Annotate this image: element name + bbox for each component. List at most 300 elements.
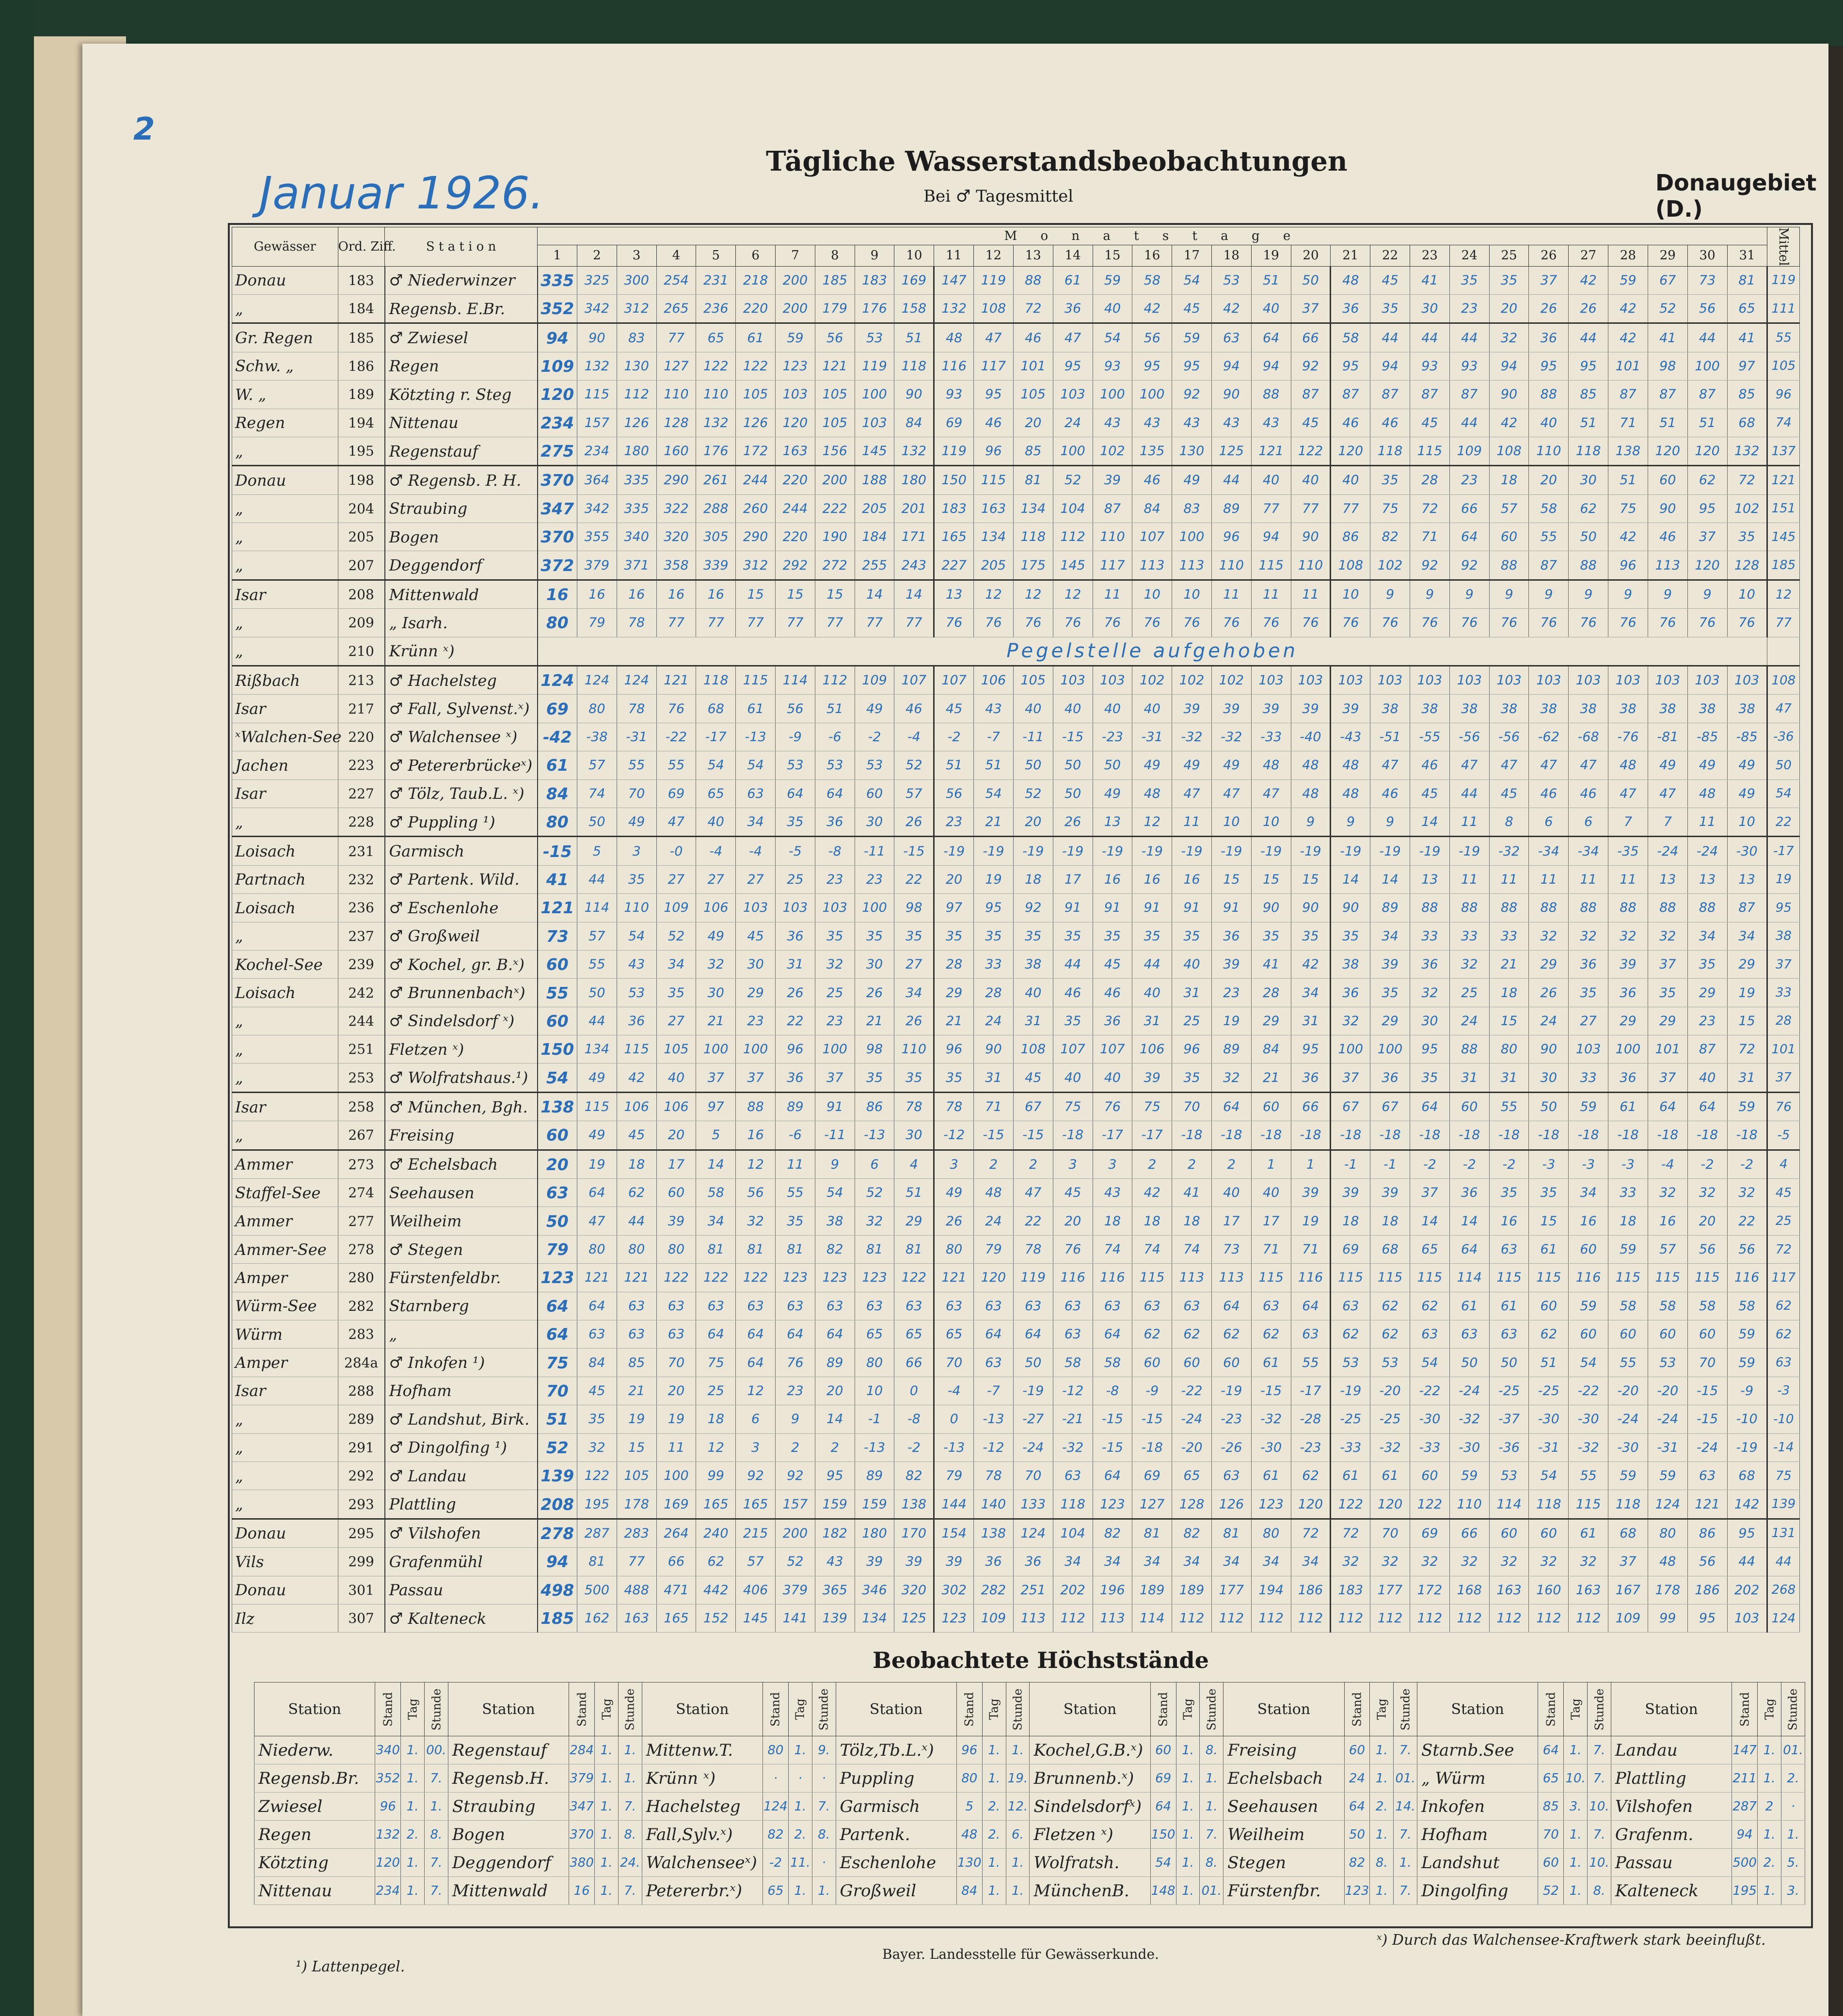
day-value: 87 (1449, 381, 1489, 409)
day-header: 20 (1291, 245, 1331, 266)
day-value: -3 (1529, 1150, 1569, 1178)
day-value: 112 (1331, 1604, 1370, 1632)
day-value: 38 (1013, 950, 1053, 978)
day-value: -13 (855, 1121, 894, 1150)
day-value: 47 (656, 808, 696, 836)
day-value: 82 (1093, 1519, 1132, 1547)
day-value: 40 (1132, 695, 1172, 723)
table-row (232, 779, 1800, 808)
day-value: 34 (1053, 1548, 1093, 1576)
day-value: 35 (1053, 1007, 1093, 1035)
day-value: 62 (1569, 494, 1608, 523)
day-value: 220 (776, 466, 815, 494)
monthly-mean: 37 (1767, 950, 1799, 978)
day-value: 335 (538, 266, 577, 294)
station-name: ♂ Eschenlohe (385, 894, 538, 922)
day-value: 19 (1291, 1207, 1331, 1235)
day-value: 87 (1608, 381, 1648, 409)
day-value: 87 (1529, 551, 1569, 580)
day-value: 55 (538, 979, 577, 1007)
table-row (232, 437, 1800, 465)
day-value: 54 (1093, 323, 1132, 352)
monthly-mean: -17 (1767, 837, 1799, 865)
day-value: 80 (934, 1235, 974, 1263)
peak-header-stand: Stand (956, 1683, 982, 1736)
day-value: 60 (1410, 1461, 1450, 1490)
peak-stunde: 01. (1200, 1877, 1223, 1905)
day-value: -23 (1211, 1405, 1251, 1433)
day-value: 104 (1053, 1519, 1093, 1547)
day-value: 46 (1370, 409, 1410, 437)
day-value: 195 (577, 1490, 617, 1519)
station-name: ♂ Partenk. Wild. (385, 865, 538, 893)
day-value: 22 (1727, 1207, 1767, 1235)
day-value: 49 (1211, 751, 1251, 779)
peak-tag: 1. (982, 1764, 1006, 1793)
day-value: 19 (656, 1405, 696, 1433)
day-value: 37 (1410, 1179, 1450, 1207)
day-value: 46 (1370, 779, 1410, 808)
day-value: 70 (1687, 1349, 1727, 1377)
river-name: „ (232, 922, 338, 950)
peak-stunde: 9. (812, 1736, 836, 1764)
peak-stunde: 8. (812, 1821, 836, 1849)
day-value: 63 (1053, 1320, 1093, 1349)
peak-station: Grafenm. (1611, 1821, 1732, 1849)
peak-stunde: 10. (1588, 1849, 1611, 1877)
day-value: 42 (1132, 1179, 1172, 1207)
day-value: 39 (1251, 695, 1291, 723)
peak-station: MünchenB. (1030, 1877, 1150, 1905)
order-number: 291 (338, 1433, 385, 1461)
day-value: -15 (974, 1121, 1014, 1150)
river-name: Würm-See (232, 1292, 338, 1320)
day-value: 35 (1410, 1064, 1450, 1092)
day-value: 112 (1053, 523, 1093, 551)
day-value: 112 (1211, 1604, 1251, 1632)
day-value: 89 (815, 1349, 855, 1377)
day-value: 78 (617, 609, 656, 637)
day-value: 32 (1489, 1548, 1529, 1576)
day-value: 24 (1053, 409, 1093, 437)
table-row (232, 1405, 1800, 1433)
day-value: 65 (1410, 1235, 1450, 1263)
day-value: 79 (538, 1235, 577, 1263)
day-value: 19 (974, 865, 1014, 893)
peak-stunde: 00. (425, 1736, 448, 1764)
hoechst-title: Beobachtete Höchststände (873, 1647, 1209, 1673)
day-header: 29 (1648, 245, 1687, 266)
peak-row (254, 1736, 1805, 1764)
day-value: 95 (1410, 1035, 1450, 1064)
day-value: 40 (1291, 466, 1331, 494)
day-value: 64 (577, 1179, 617, 1207)
day-value: -23 (1291, 1433, 1331, 1461)
day-value: 81 (894, 1235, 934, 1263)
day-value: 2 (776, 1433, 815, 1461)
peak-station: Plattling (1611, 1764, 1732, 1793)
day-value: 54 (1529, 1461, 1569, 1490)
day-value: 30 (1410, 294, 1450, 323)
day-value: -13 (934, 1433, 974, 1461)
day-value: 87 (1370, 381, 1410, 409)
peak-header-stand: Stand (569, 1683, 595, 1736)
day-value: 34 (1251, 1548, 1291, 1576)
day-value: 115 (1529, 1264, 1569, 1292)
day-value: 80 (538, 609, 577, 637)
day-value: 64 (696, 1320, 736, 1349)
day-value: 79 (974, 1235, 1014, 1263)
day-value: 74 (1093, 1235, 1132, 1263)
day-value: -19 (1093, 837, 1132, 865)
day-value: 179 (815, 294, 855, 323)
day-value: 75 (1053, 1092, 1093, 1121)
order-number: 237 (338, 922, 385, 950)
peak-stand: 52 (1538, 1877, 1564, 1905)
order-number: 228 (338, 808, 385, 836)
day-value: 27 (894, 950, 934, 978)
day-value: 76 (1687, 609, 1727, 637)
day-value: -17 (696, 723, 736, 751)
day-value: 89 (776, 1092, 815, 1121)
day-value: -18 (1331, 1121, 1370, 1150)
day-value: 35 (1093, 922, 1132, 950)
day-value: 44 (1053, 950, 1093, 978)
monthly-mean: 131 (1767, 1519, 1799, 1547)
peak-stand: 287 (1732, 1793, 1758, 1821)
day-value: 124 (617, 666, 656, 695)
day-value: 27 (656, 1007, 696, 1035)
table-row (232, 466, 1800, 494)
day-value: 94 (538, 1548, 577, 1576)
day-value: 108 (1331, 551, 1370, 580)
station-name: ♂ Tölz, Taub.L. ˣ) (385, 779, 538, 808)
page-subtitle: Bei ♂ Tagesmittel (923, 187, 1074, 206)
day-value: -15 (1132, 1405, 1172, 1433)
day-value: 76 (1053, 609, 1093, 637)
monthly-mean: -36 (1767, 723, 1799, 751)
day-value: 49 (1687, 751, 1727, 779)
day-value: 65 (1727, 294, 1767, 323)
day-value: 76 (776, 1349, 815, 1377)
day-value: 12 (1013, 580, 1053, 608)
peak-station: Zwiesel (254, 1793, 375, 1821)
day-value: 64 (776, 779, 815, 808)
day-value: 80 (656, 1235, 696, 1263)
peak-stand: 96 (956, 1736, 982, 1764)
day-value: 64 (1093, 1461, 1132, 1490)
peak-header-tag: Tag (788, 1683, 812, 1736)
day-value: -4 (1648, 1150, 1687, 1178)
peak-station: Fall,Sylv.ˣ) (642, 1821, 763, 1849)
day-value: 81 (1013, 466, 1053, 494)
day-value: 89 (855, 1461, 894, 1490)
peak-stunde: 5. (1781, 1849, 1805, 1877)
station-name: Passau (385, 1576, 538, 1604)
day-value: 76 (1251, 609, 1291, 637)
day-value: 23 (1687, 1007, 1727, 1035)
day-value: 60 (1251, 1092, 1291, 1121)
day-value: 63 (538, 1179, 577, 1207)
day-value: 115 (1569, 1490, 1608, 1519)
order-number: 208 (338, 580, 385, 608)
header-ord: Ord. Ziff. (338, 227, 385, 267)
day-value: 35 (934, 1064, 974, 1092)
day-value: 29 (1251, 1007, 1291, 1035)
day-value: 69 (1132, 1461, 1172, 1490)
day-value: 26 (934, 1207, 974, 1235)
day-value: 112 (1410, 1604, 1450, 1632)
peak-stunde: 7. (425, 1764, 448, 1793)
day-value: 67 (1331, 1092, 1370, 1121)
day-value: 63 (1449, 1320, 1489, 1349)
day-value: 275 (538, 437, 577, 465)
peak-stunde: 1. (1200, 1793, 1223, 1821)
river-name: Loisach (232, 837, 338, 865)
day-value: 66 (894, 1349, 934, 1377)
day-value: 110 (1529, 437, 1569, 465)
peak-stand: 85 (1538, 1793, 1564, 1821)
day-value: 103 (1648, 666, 1687, 695)
peak-station: Hachelsteg (642, 1793, 763, 1821)
day-value: 11 (776, 1150, 815, 1178)
order-number: 280 (338, 1264, 385, 1292)
peak-stunde: 1. (812, 1877, 836, 1905)
day-value: 51 (894, 323, 934, 352)
day-value: 48 (1331, 751, 1370, 779)
day-value: -32 (1449, 1405, 1489, 1433)
day-value: -4 (934, 1377, 974, 1405)
day-value: 60 (538, 1007, 577, 1035)
day-value: 205 (974, 551, 1014, 580)
day-value: 55 (656, 751, 696, 779)
day-value: 95 (815, 1461, 855, 1490)
day-value: 106 (696, 894, 736, 922)
day-value: 165 (736, 1490, 776, 1519)
day-value: -18 (1172, 1121, 1212, 1150)
day-value: 36 (1608, 979, 1648, 1007)
day-value: -18 (1291, 1121, 1331, 1150)
station-name: ♂ Landau (385, 1461, 538, 1490)
day-value: 107 (894, 666, 934, 695)
day-value: 47 (1608, 779, 1648, 808)
river-name: Donau (232, 466, 338, 494)
day-value: 2 (1013, 1150, 1053, 1178)
day-value: 100 (855, 894, 894, 922)
day-value: 56 (815, 323, 855, 352)
monthly-mean: 119 (1767, 266, 1799, 294)
day-value: 36 (1093, 1007, 1132, 1035)
day-value: 26 (894, 808, 934, 836)
monthly-mean: 74 (1767, 409, 1799, 437)
peak-tag: 1. (1758, 1821, 1781, 1849)
day-value: 160 (656, 437, 696, 465)
day-value: 100 (1608, 1035, 1648, 1064)
day-value: -19 (1172, 837, 1212, 865)
peak-tag: 1. (1758, 1764, 1781, 1793)
day-value: 45 (1410, 409, 1450, 437)
day-value: 11 (656, 1433, 696, 1461)
peak-row (254, 1821, 1805, 1849)
day-value: 115 (1608, 1264, 1648, 1292)
day-value: 115 (1687, 1264, 1727, 1292)
day-value: 80 (855, 1349, 894, 1377)
day-value: 3 (1053, 1150, 1093, 1178)
station-name: ♂ Hachelsteg (385, 666, 538, 695)
day-value: 56 (1132, 323, 1172, 352)
day-value: 61 (1053, 266, 1093, 294)
day-value: 31 (974, 1064, 1014, 1092)
day-value: 140 (974, 1490, 1014, 1519)
table-row (232, 1604, 1800, 1632)
day-value: 3 (1093, 1150, 1132, 1178)
day-value: 10 (1251, 808, 1291, 836)
day-value: -27 (1013, 1405, 1053, 1433)
day-value: 116 (934, 352, 974, 380)
day-value: 142 (1727, 1490, 1767, 1519)
day-value: 62 (1211, 1320, 1251, 1349)
day-value: 32 (1449, 1548, 1489, 1576)
order-number: 236 (338, 894, 385, 922)
day-value: 59 (776, 323, 815, 352)
monthly-mean: 151 (1767, 494, 1799, 523)
peak-station: Inkofen (1417, 1793, 1538, 1821)
day-header: 22 (1370, 245, 1410, 266)
day-value: 63 (656, 1292, 696, 1320)
day-value: 103 (1093, 666, 1132, 695)
day-value: 36 (1410, 950, 1450, 978)
peak-stunde: 8. (425, 1821, 448, 1849)
peak-tag: 1. (401, 1793, 425, 1821)
day-value: 39 (656, 1207, 696, 1235)
monthly-mean: 96 (1767, 381, 1799, 409)
day-value: 73 (538, 922, 577, 950)
day-value: 9 (1370, 580, 1410, 608)
day-value: 133 (1013, 1490, 1053, 1519)
peak-station: Regen (254, 1821, 375, 1849)
day-value: 202 (1727, 1576, 1767, 1604)
day-value: 264 (656, 1519, 696, 1547)
day-value: 34 (1291, 1548, 1331, 1576)
day-value: 38 (1687, 695, 1727, 723)
day-value: 38 (1648, 695, 1687, 723)
day-value: 18 (1013, 865, 1053, 893)
peak-station: Wolfratsh. (1030, 1849, 1150, 1877)
day-value: 64 (1648, 1092, 1687, 1121)
day-value: 32 (1569, 1548, 1608, 1576)
day-value: 63 (1093, 1292, 1132, 1320)
monthly-mean: 185 (1767, 551, 1799, 580)
day-value: 365 (815, 1576, 855, 1604)
day-value: 251 (1013, 1576, 1053, 1604)
peak-stand: 234 (375, 1877, 401, 1905)
day-value: 90 (1529, 1035, 1569, 1064)
day-value: 70 (1370, 1519, 1410, 1547)
day-value: 40 (1053, 695, 1093, 723)
day-value: 116 (1569, 1264, 1608, 1292)
day-value: 10 (1211, 808, 1251, 836)
day-value: -18 (1251, 1121, 1291, 1150)
table-row (232, 1320, 1800, 1349)
river-name: ˣWalchen-See (232, 723, 338, 751)
day-value: 70 (1172, 1092, 1212, 1121)
day-value: 47 (1529, 751, 1569, 779)
day-value: 302 (934, 1576, 974, 1604)
day-value: 63 (577, 1320, 617, 1349)
day-value: 91 (1093, 894, 1132, 922)
day-value: 66 (1449, 1519, 1489, 1547)
day-value: 32 (736, 1207, 776, 1235)
day-value: 16 (696, 580, 736, 608)
day-value: 64 (1211, 1292, 1251, 1320)
day-value: 32 (1529, 922, 1569, 950)
day-value: 126 (617, 409, 656, 437)
peak-header-stand: Stand (375, 1683, 401, 1736)
day-value: 115 (1132, 1264, 1172, 1292)
day-value: 86 (1687, 1519, 1727, 1547)
peak-tag: 1. (982, 1877, 1006, 1905)
day-value: -22 (1410, 1377, 1450, 1405)
day-value: 64 (1410, 1092, 1450, 1121)
day-value: 33 (1489, 922, 1529, 950)
day-value: 11 (1291, 580, 1331, 608)
day-value: 92 (1291, 352, 1331, 380)
peak-header-stand: Stand (1344, 1683, 1370, 1736)
day-value: 110 (1291, 551, 1331, 580)
day-value: 29 (934, 979, 974, 1007)
day-value: 76 (974, 609, 1014, 637)
peak-stunde: 7. (618, 1877, 642, 1905)
day-value: 31 (1291, 1007, 1331, 1035)
day-value: 10 (1727, 580, 1767, 608)
day-value: 100 (1053, 437, 1093, 465)
day-value: 40 (1687, 1064, 1727, 1092)
day-value: 60 (1529, 1519, 1569, 1547)
day-value: 21 (696, 1007, 736, 1035)
day-value: 59 (1727, 1349, 1767, 1377)
day-value: 11 (1211, 580, 1251, 608)
day-value: 108 (1489, 437, 1529, 465)
day-value: 51 (974, 751, 1014, 779)
day-value: 116 (1093, 1264, 1132, 1292)
day-value: 27 (696, 865, 736, 893)
day-value: 61 (1608, 1092, 1648, 1121)
day-value: 119 (855, 352, 894, 380)
peak-station: Kochel,G.B.ˣ) (1030, 1736, 1150, 1764)
day-value: 112 (1053, 1604, 1093, 1632)
day-value: 120 (538, 381, 577, 409)
peak-station: Weilheim (1223, 1821, 1344, 1849)
order-number: 289 (338, 1405, 385, 1433)
day-value: 124 (1648, 1490, 1687, 1519)
peak-tag: 1. (1176, 1821, 1200, 1849)
day-value: 85 (617, 1349, 656, 1377)
day-value: 244 (736, 466, 776, 494)
peak-header-station: Station (1223, 1683, 1344, 1736)
day-value: 75 (1608, 494, 1648, 523)
day-value: 63 (617, 1292, 656, 1320)
day-value: 56 (934, 779, 974, 808)
day-value: 40 (1093, 294, 1132, 323)
day-value: 42 (1608, 523, 1648, 551)
day-value: 65 (696, 323, 736, 352)
day-value: 60 (1211, 1349, 1251, 1377)
day-value: 163 (617, 1604, 656, 1632)
peak-station: Kalteneck (1611, 1877, 1732, 1905)
order-number: 299 (338, 1548, 385, 1576)
day-value: 134 (855, 1604, 894, 1632)
monthly-mean: 75 (1767, 1461, 1799, 1490)
